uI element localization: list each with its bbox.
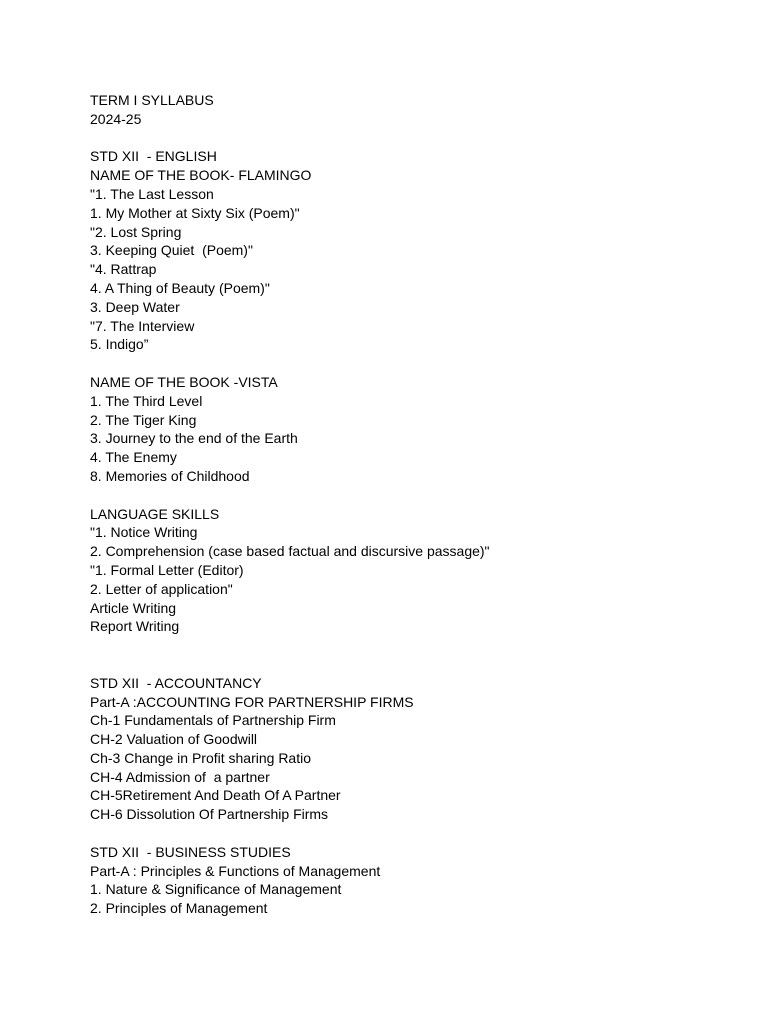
accountancy-chapter: Ch-3 Change in Profit sharing Ratio — [90, 749, 312, 766]
accountancy-chapter: Ch-1 Fundamentals of Partnership Firm — [90, 712, 336, 729]
spacer — [90, 824, 750, 843]
accountancy-chapter: CH-4 Admission of a partner — [90, 768, 270, 785]
flamingo-item: "7. The Interview — [90, 317, 195, 334]
language-skills-item: Report Writing — [90, 618, 180, 635]
accountancy-chapter: CH-5Retirement And Death Of A Partner — [90, 787, 341, 804]
flamingo-item: 1. My Mother at Sixty Six (Poem)" — [90, 204, 300, 221]
vista-item: 3. Journey to the end of the Earth — [90, 430, 298, 447]
academic-year: 2024-25 — [90, 110, 142, 127]
accountancy-chapter: CH-2 Valuation of Goodwill — [90, 731, 258, 748]
language-skills-item: "1. Notice Writing — [90, 524, 198, 541]
vista-item: 8. Memories of Childhood — [90, 467, 250, 484]
language-skills-item: Article Writing — [90, 599, 177, 616]
accountancy-chapter: CH-6 Dissolution Of Partnership Firms — [90, 806, 329, 823]
language-skills-item: 2. Comprehension (case based factual and discursive passage)" — [90, 543, 490, 560]
language-skills-item: 2. Letter of application" — [90, 580, 233, 597]
flamingo-item: "2. Lost Spring — [90, 223, 182, 240]
spacer — [90, 636, 750, 674]
business-studies-chapter: 1. Nature & Significance of Management — [90, 881, 342, 898]
flamingo-item: 5. Indigo” — [90, 336, 149, 353]
business-studies-heading: STD XII - BUSINESS STUDIES — [90, 843, 291, 860]
language-skills-item: "1. Formal Letter (Editor) — [90, 561, 244, 578]
vista-item: 2. The Tiger King — [90, 411, 197, 428]
flamingo-book-title: NAME OF THE BOOK- FLAMINGO — [90, 167, 312, 184]
spacer — [90, 486, 750, 505]
flamingo-item: 3. Keeping Quiet (Poem)" — [90, 242, 253, 259]
flamingo-item: "4. Rattrap — [90, 261, 157, 278]
english-heading: STD XII - ENGLISH — [90, 148, 217, 165]
document-title: TERM I SYLLABUS — [90, 92, 214, 108]
language-skills-title: LANGUAGE SKILLS — [90, 505, 220, 522]
business-studies-part-title: Part-A : Principles & Functions of Management — [90, 862, 381, 879]
flamingo-item: 4. A Thing of Beauty (Poem)" — [90, 279, 270, 296]
vista-item: 1. The Third Level — [90, 392, 203, 409]
flamingo-item: "1. The Last Lesson — [90, 185, 214, 202]
accountancy-part-title: Part-A :ACCOUNTING FOR PARTNERSHIP FIRMS — [90, 693, 414, 710]
vista-book-title: NAME OF THE BOOK -VISTA — [90, 373, 278, 390]
syllabus-document — [90, 91, 750, 918]
flamingo-item: 3. Deep Water — [90, 298, 180, 315]
accountancy-heading: STD XII - ACCOUNTANCY — [90, 674, 262, 691]
vista-item: 4. The Enemy — [90, 449, 177, 466]
spacer — [90, 129, 750, 148]
business-studies-chapter: 2. Principles of Management — [90, 900, 268, 917]
spacer — [90, 354, 750, 373]
